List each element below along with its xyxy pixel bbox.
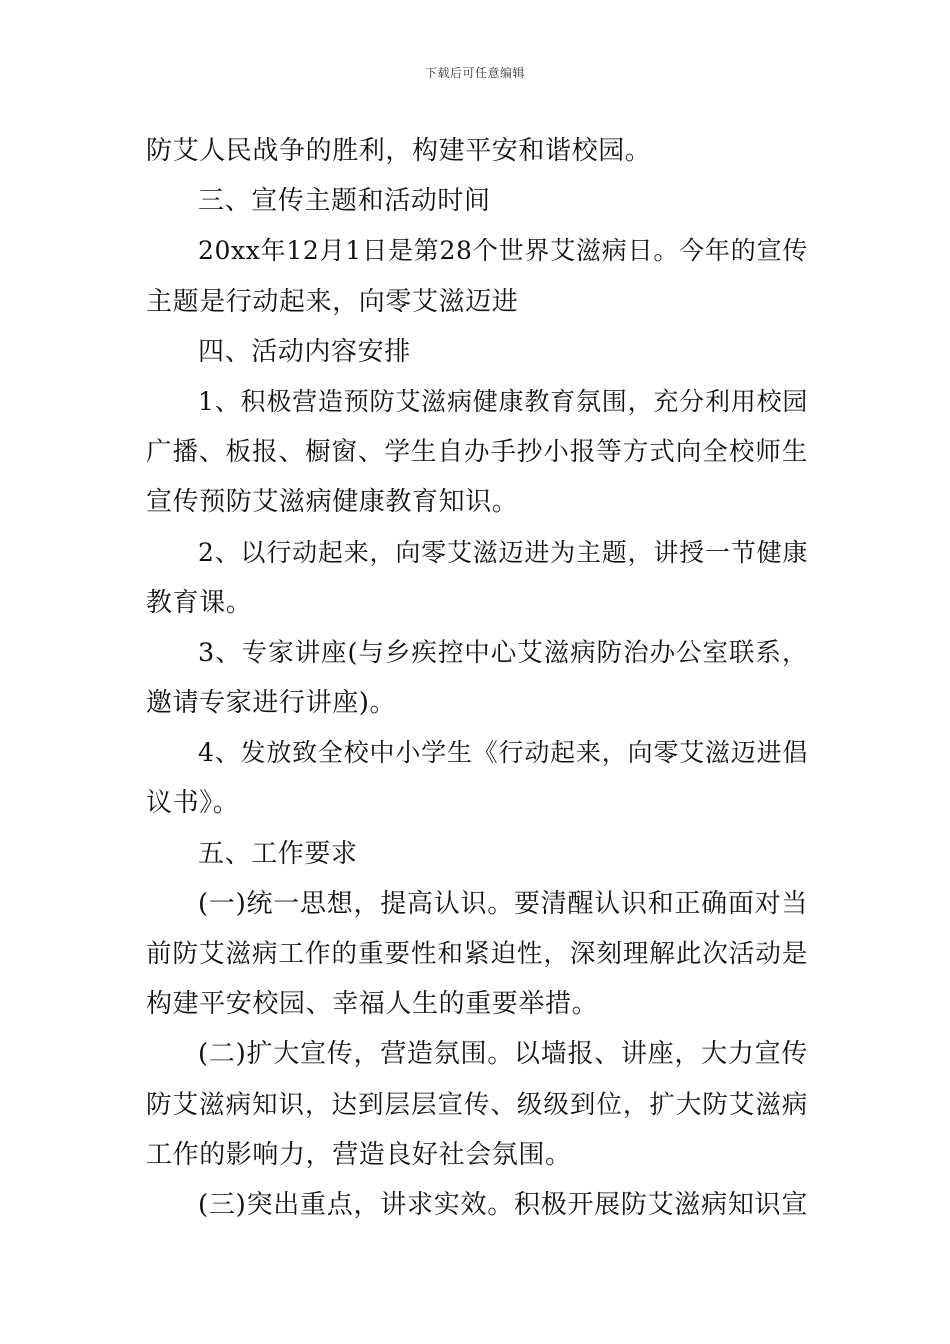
text-line: 1、积极营造预防艾滋病健康教育氛围，充分利用校园 — [198, 386, 808, 416]
text-line: 五、工作要求 — [198, 838, 358, 869]
text-line: 宣传预防艾滋病健康教育知识。 — [146, 487, 519, 518]
text-line: 邀请专家进行讲座)。 — [146, 688, 397, 719]
text-line: (二)扩大宣传，营造氛围。以墙报、讲座，大力宣传 — [198, 1039, 808, 1070]
page-header: 下载后可任意编辑 — [424, 66, 525, 80]
document-body — [146, 126, 808, 1230]
text-line: 三、宣传主题和活动时间 — [198, 186, 491, 217]
text-line: 主题是行动起来，向零艾滋迈进 — [146, 286, 519, 317]
text-line: 广播、板报、橱窗、学生自办手抄小报等方式向全校师生 — [146, 437, 808, 468]
text-line: 3、专家讲座(与乡疾控中心艾滋病防治办公室联系， — [198, 637, 808, 668]
text-line: 议书》。 — [146, 788, 240, 819]
text-line: 防艾人民战争的胜利，构建平安和谐校园。 — [146, 136, 652, 166]
text-line: 前防艾滋病工作的重要性和紧迫性，深刻理解此次活动是 — [146, 939, 808, 969]
text-line: 教育课。 — [146, 587, 253, 618]
text-line: 四、活动内容安排 — [198, 336, 411, 367]
text-line: 4、发放致全校中小学生《行动起来，向零艾滋迈进倡 — [198, 738, 808, 768]
text-line: 20xx年12月1日是第28个世界艾滋病日。今年的宣传 — [198, 236, 808, 266]
text-line: 防艾滋病知识，达到层层宣传、级级到位，扩大防艾滋病 — [146, 1089, 808, 1120]
text-line: 工作的影响力，营造良好社会氛围。 — [146, 1139, 572, 1170]
text-line: (三)突出重点，讲求实效。积极开展防艾滋病知识宣 — [198, 1189, 808, 1220]
text-line: (一)统一思想，提高认识。要清醒认识和正确面对当 — [198, 888, 808, 919]
text-line: 2、以行动起来，向零艾滋迈进为主题，讲授一节健康 — [198, 537, 808, 567]
text-line: 构建平安校园、幸福人生的重要举措。 — [146, 989, 599, 1020]
